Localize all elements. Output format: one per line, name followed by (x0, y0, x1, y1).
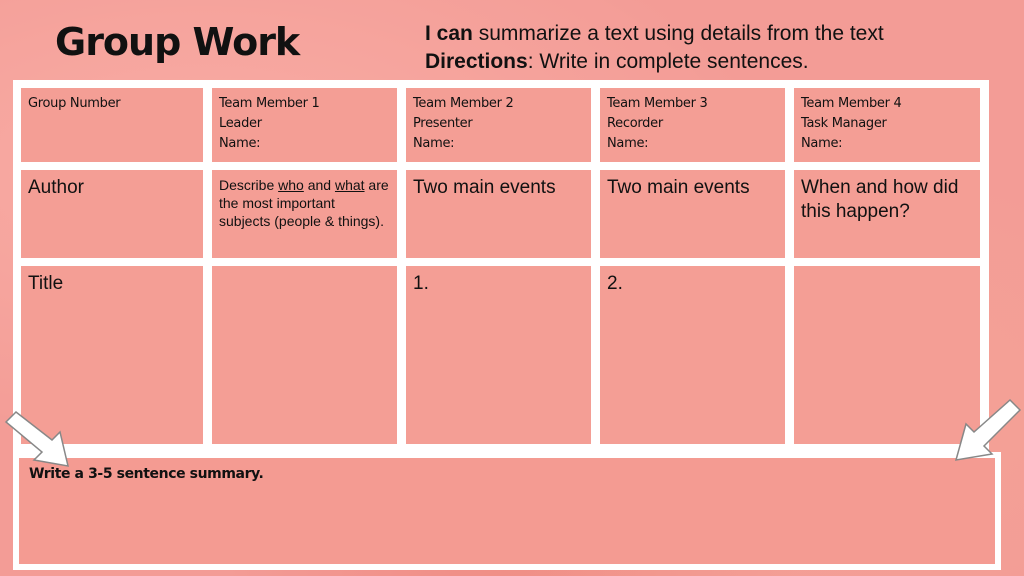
describe-what: what (334, 177, 365, 193)
member-name-label: Name: (801, 136, 843, 151)
event-2-number: 2. (607, 273, 623, 294)
team-member-1-cell[interactable] (212, 88, 397, 162)
directions-label: Directions (425, 50, 528, 73)
member-title: Team Member 3 (607, 96, 708, 111)
team-member-3-cell[interactable] (600, 88, 785, 162)
directions-line (425, 48, 884, 76)
i-can-text: summarize a text using details from the text (472, 22, 884, 45)
summary-label: Write a 3-5 sentence summary. (29, 466, 264, 482)
member-role: Recorder (607, 116, 663, 131)
team-member-4-cell[interactable] (794, 88, 980, 162)
objective-block (425, 20, 884, 76)
when-how-cell[interactable] (794, 170, 980, 258)
member-title: Team Member 2 (413, 96, 514, 111)
when-how-label: When and how did this happen? (801, 177, 959, 222)
i-can-label: I can (425, 22, 473, 45)
summary-area[interactable] (19, 458, 995, 564)
team-member-2-cell[interactable] (406, 88, 591, 162)
page-title: Group Work (55, 20, 300, 64)
member-name-label: Name: (413, 136, 455, 151)
i-can-line (425, 20, 884, 48)
member-name-label: Name: (607, 136, 649, 151)
group-number-cell[interactable] (21, 88, 203, 162)
member-role: Leader (219, 116, 262, 131)
describe-prefix: Describe (219, 177, 279, 193)
describe-and: and (303, 177, 335, 193)
title-label: Title (28, 273, 64, 294)
subjects-answer-cell[interactable] (212, 266, 397, 444)
member-role: Task Manager (801, 116, 887, 131)
describe-rest: are the most important subjects (people & things). (219, 177, 389, 229)
main-event-2-cell[interactable] (600, 170, 785, 258)
arrow-down-right-icon (2, 410, 78, 472)
main-event-2-label: Two main events (607, 177, 750, 198)
summary-box[interactable] (13, 452, 1001, 570)
member-role: Presenter (413, 116, 473, 131)
directions-text: : Write in complete sentences. (527, 50, 809, 73)
main-event-1-cell[interactable] (406, 170, 591, 258)
main-event-1-label: Two main events (413, 177, 556, 198)
group-work-table (13, 80, 989, 452)
member-title: Team Member 1 (219, 96, 320, 111)
describe-cell[interactable] (212, 170, 397, 258)
event-1-number: 1. (413, 273, 429, 294)
describe-who: who (278, 177, 304, 193)
arrow-down-left-icon (948, 398, 1024, 468)
member-title: Team Member 4 (801, 96, 902, 111)
event-2-answer-cell[interactable] (600, 266, 785, 444)
group-number-label: Group Number (28, 96, 121, 111)
author-cell[interactable] (21, 170, 203, 258)
author-label: Author (28, 177, 84, 198)
event-1-answer-cell[interactable] (406, 266, 591, 444)
member-name-label: Name: (219, 136, 261, 151)
